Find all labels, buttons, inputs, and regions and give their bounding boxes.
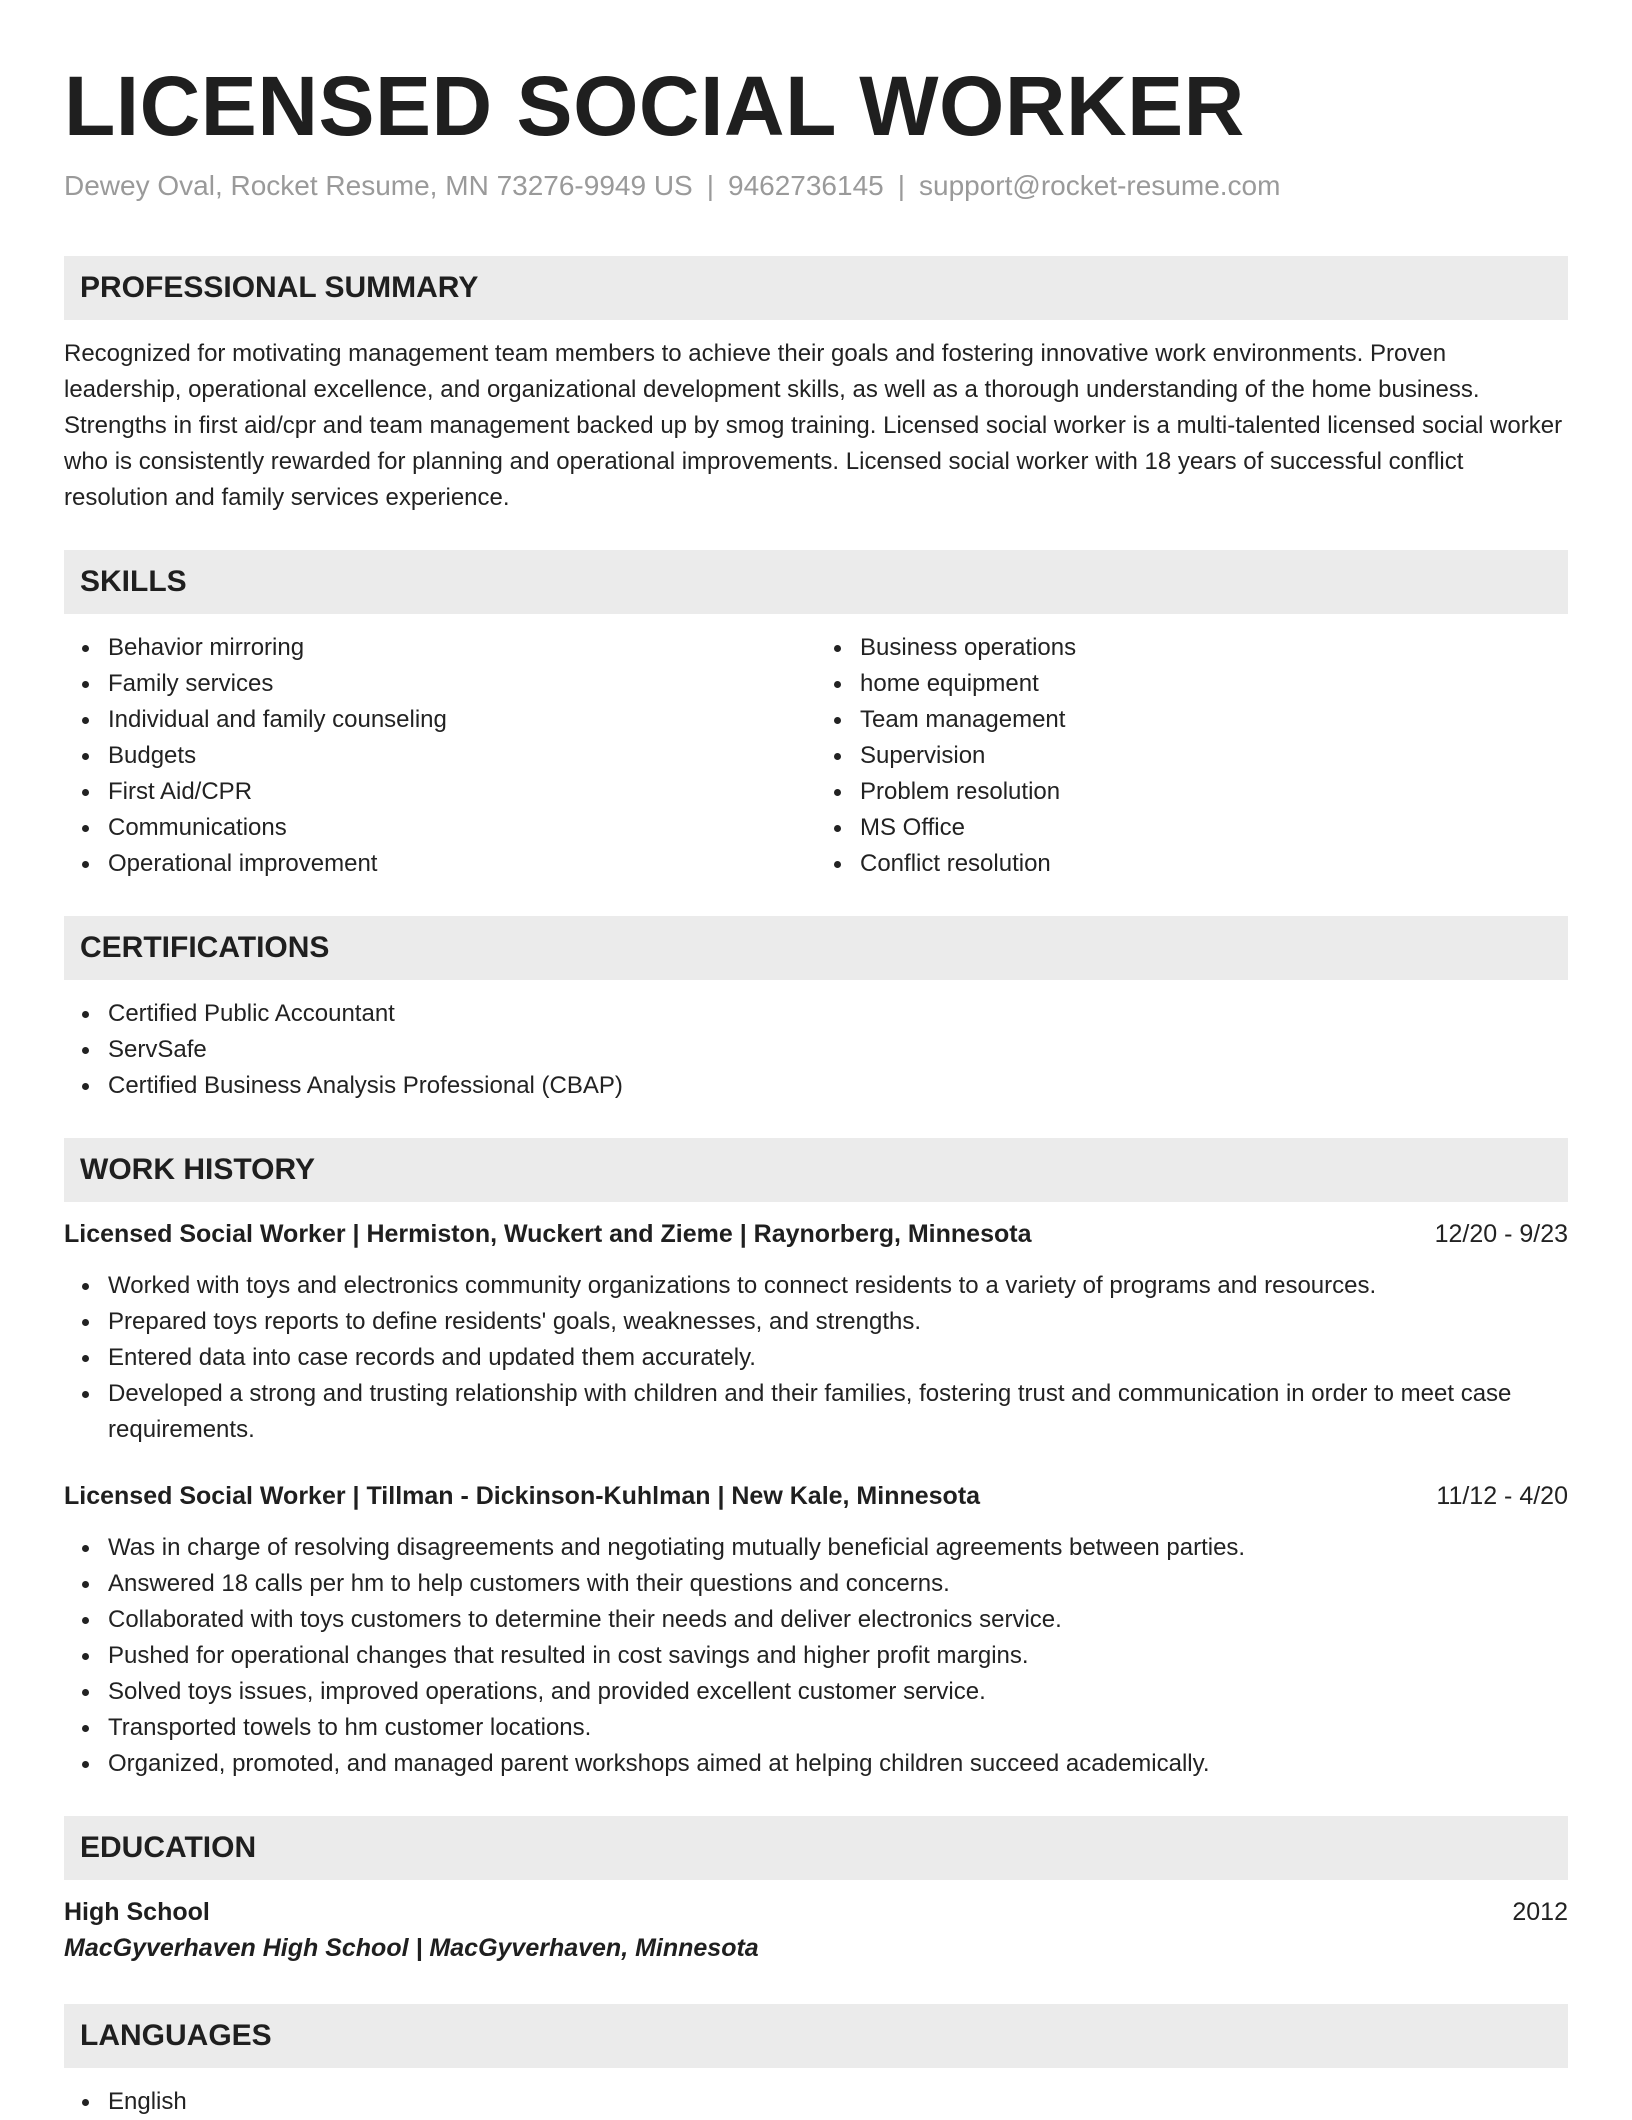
job-heading: Licensed Social Worker | Tillman - Dickinson-Kuhlman | New Kale, Minnesota <box>64 1482 981 1510</box>
skill-item: Budgets <box>108 738 816 774</box>
certifications-list <box>64 996 1568 1104</box>
education-year: 2012 <box>1512 1898 1568 1926</box>
contact-phone: 9462736145 <box>728 170 884 201</box>
job-bullet: Collaborated with toys customers to determine their needs and deliver electronics service. <box>108 1602 1568 1638</box>
education-degree: High School <box>64 1898 210 1926</box>
job-bullet: Transported towels to hm customer locations. <box>108 1710 1568 1746</box>
skill-item: Supervision <box>860 738 1568 774</box>
job-bullet: Worked with toys and electronics community organizations to connect residents to a variety of programs and resources. <box>108 1268 1568 1304</box>
job-bullet: Prepared toys reports to define residents' goals, weaknesses, and strengths. <box>108 1304 1568 1340</box>
job-heading-row <box>64 1216 1568 1252</box>
skill-item: home equipment <box>860 666 1568 702</box>
section-header-languages: LANGUAGES <box>64 2004 1568 2068</box>
job-bullet: Answered 18 calls per hm to help customers with their questions and concerns. <box>108 1566 1568 1602</box>
summary-text: Recognized for motivating management team members to achieve their goals and fostering innovative work environments. Proven leadership, operational excellence, and organizational development skills, as well as a thorough understanding of the home business. Strengths in first aid/cpr and team management backed up by smog training. Licensed social worker is a multi-talented licensed social worker who is consistently rewarded for planning and operational improvements. Licensed social worker with 18 years of successful conflict resolution and family services experience. <box>64 340 1563 511</box>
job-bullets <box>64 1268 1568 1448</box>
skill-item: Team management <box>860 702 1568 738</box>
contact-address: Dewey Oval, Rocket Resume, MN 73276-9949 US <box>64 170 693 201</box>
resume-page <box>64 0 1568 2120</box>
job-bullet: Developed a strong and trusting relationship with children and their families, fostering trust and communication in order to meet case requirements. <box>108 1376 1568 1448</box>
job-heading-row <box>64 1478 1568 1514</box>
skill-item: First Aid/CPR <box>108 774 816 810</box>
skills-list-right <box>816 630 1568 882</box>
language-item: English <box>108 2084 1568 2120</box>
job-heading: Licensed Social Worker | Hermiston, Wuckert and Zieme | Raynorberg, Minnesota <box>64 1220 1032 1248</box>
job-bullet: Was in charge of resolving disagreements and negotiating mutually beneficial agreements between parties. <box>108 1530 1568 1566</box>
education-heading-row <box>64 1894 1568 1930</box>
skill-item: Conflict resolution <box>860 846 1568 882</box>
skill-item: MS Office <box>860 810 1568 846</box>
certification-item: Certified Business Analysis Professional (CBAP) <box>108 1068 1568 1104</box>
job-entry <box>64 1216 1568 1448</box>
contact-separator: | <box>706 170 714 201</box>
skills-list-left <box>64 630 816 882</box>
section-header-work-history: WORK HISTORY <box>64 1138 1568 1202</box>
job-bullet: Organized, promoted, and managed parent workshops aimed at helping children succeed academically. <box>108 1746 1568 1782</box>
skill-item: Communications <box>108 810 816 846</box>
job-bullet: Pushed for operational changes that resulted in cost savings and higher profit margins. <box>108 1638 1568 1674</box>
certification-item: Certified Public Accountant <box>108 996 1568 1032</box>
resume-name: LICENSED SOCIAL WORKER <box>64 59 1245 153</box>
skill-item: Problem resolution <box>860 774 1568 810</box>
skill-item: Behavior mirroring <box>108 630 816 666</box>
skill-item: Family services <box>108 666 816 702</box>
contact-email: support@rocket-resume.com <box>919 170 1281 201</box>
job-bullet: Solved toys issues, improved operations, and provided excellent customer service. <box>108 1674 1568 1710</box>
section-header-skills: SKILLS <box>64 550 1568 614</box>
job-entry <box>64 1478 1568 1782</box>
education-school: MacGyverhaven High School | MacGyverhaven, Minnesota <box>64 1934 759 1962</box>
contact-line <box>64 168 1568 204</box>
skill-item: Operational improvement <box>108 846 816 882</box>
job-bullets <box>64 1530 1568 1782</box>
job-dates: 12/20 - 9/23 <box>1434 1220 1568 1248</box>
skill-item: Individual and family counseling <box>108 702 816 738</box>
job-bullet: Entered data into case records and updated them accurately. <box>108 1340 1568 1376</box>
job-dates: 11/12 - 4/20 <box>1436 1482 1568 1510</box>
section-header-certifications: CERTIFICATIONS <box>64 916 1568 980</box>
languages-list <box>64 2084 1568 2120</box>
certification-item: ServSafe <box>108 1032 1568 1068</box>
skills-grid <box>64 630 1568 882</box>
skill-item: Business operations <box>860 630 1568 666</box>
section-header-education: EDUCATION <box>64 1816 1568 1880</box>
section-header-summary: PROFESSIONAL SUMMARY <box>64 256 1568 320</box>
contact-separator: | <box>897 170 906 201</box>
education-entry <box>64 1894 1568 1966</box>
